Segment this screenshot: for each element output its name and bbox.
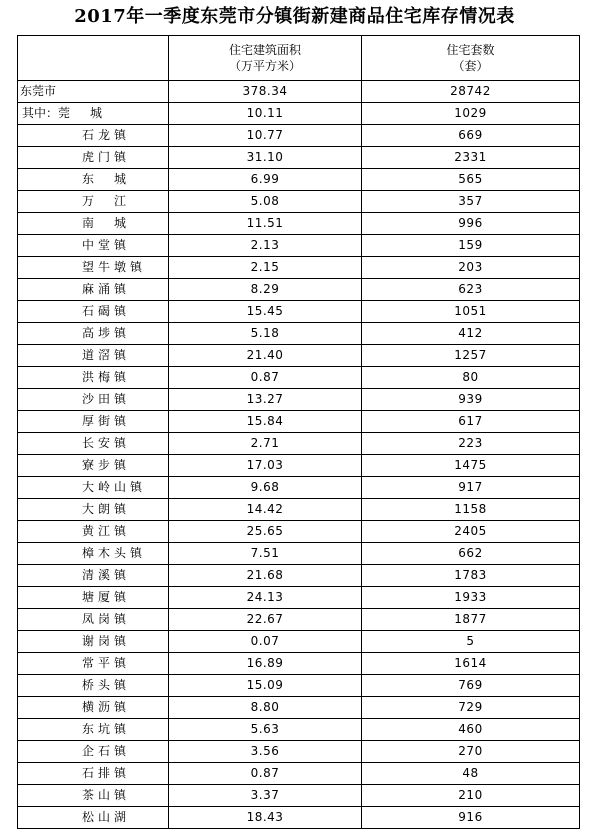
district-units-cell: 769 [362, 675, 580, 697]
district-area-cell: 9.68 [169, 477, 362, 499]
district-area-cell: 8.80 [169, 697, 362, 719]
district-name: 长安镇 [82, 436, 131, 450]
district-area-cell: 21.68 [169, 565, 362, 587]
district-area-cell: 2.71 [169, 433, 362, 455]
district-area-cell: 18.43 [169, 807, 362, 829]
table-row [18, 697, 580, 719]
district-name-cell [18, 697, 169, 719]
district-name-cell [18, 389, 169, 411]
district-name-cell [18, 653, 169, 675]
district-name-cell [18, 719, 169, 741]
table-row [18, 125, 580, 147]
district-area-cell: 0.87 [169, 367, 362, 389]
table-row [18, 235, 580, 257]
district-name-cell [18, 235, 169, 257]
district-units-cell: 939 [362, 389, 580, 411]
district-name-cell [18, 191, 169, 213]
district-area-cell: 5.63 [169, 719, 362, 741]
table-row [18, 587, 580, 609]
table-row [18, 169, 580, 191]
district-name: 清溪镇 [82, 568, 131, 582]
table-row [18, 367, 580, 389]
header-blank-cell [18, 36, 169, 81]
district-name: 企石镇 [82, 744, 131, 758]
district-area-cell: 0.07 [169, 631, 362, 653]
district-name: 厚街镇 [82, 414, 131, 428]
district-name-cell [18, 477, 169, 499]
district-name: 虎门镇 [82, 150, 131, 164]
district-name-cell [18, 543, 169, 565]
district-name: 黄江镇 [82, 524, 131, 538]
table-row [18, 389, 580, 411]
district-area-cell: 15.09 [169, 675, 362, 697]
district-area-cell: 14.42 [169, 499, 362, 521]
district-name-cell [18, 807, 169, 829]
district-name: 南 城 [82, 216, 131, 230]
district-name: 洪梅镇 [82, 370, 131, 384]
table-row [18, 147, 580, 169]
district-units-cell: 80 [362, 367, 580, 389]
column-header-units-unit: （套） [452, 59, 489, 73]
table-row [18, 257, 580, 279]
district-name-cell [18, 565, 169, 587]
column-header-area [169, 36, 362, 81]
district-units-cell: 48 [362, 763, 580, 785]
district-units-cell: 916 [362, 807, 580, 829]
district-units-cell: 669 [362, 125, 580, 147]
district-name: 高埗镇 [82, 326, 131, 340]
table-row [18, 741, 580, 763]
district-area-cell: 25.65 [169, 521, 362, 543]
district-units-cell: 412 [362, 323, 580, 345]
district-name: 樟木头镇 [82, 546, 147, 560]
table-row [18, 763, 580, 785]
district-units-cell: 5 [362, 631, 580, 653]
district-area-cell: 15.84 [169, 411, 362, 433]
district-area-cell: 8.29 [169, 279, 362, 301]
district-units-cell: 1257 [362, 345, 580, 367]
district-name-cell [18, 631, 169, 653]
district-name: 东 城 [82, 172, 131, 186]
table-row [18, 807, 580, 829]
district-units-cell: 1158 [362, 499, 580, 521]
table-row [18, 543, 580, 565]
district-units-cell: 159 [362, 235, 580, 257]
district-name: 莞 城 [58, 106, 107, 120]
district-name: 大朗镇 [82, 502, 131, 516]
district-name-cell [18, 411, 169, 433]
district-area-cell: 13.27 [169, 389, 362, 411]
district-name: 谢岗镇 [82, 634, 131, 648]
district-name-cell [18, 257, 169, 279]
district-name: 凤岗镇 [82, 612, 131, 626]
district-units-cell: 210 [362, 785, 580, 807]
total-row [18, 81, 580, 103]
district-area-cell: 0.87 [169, 763, 362, 785]
district-units-cell: 623 [362, 279, 580, 301]
district-area-cell: 7.51 [169, 543, 362, 565]
district-name: 沙田镇 [82, 392, 131, 406]
table-row [18, 565, 580, 587]
district-area-cell: 6.99 [169, 169, 362, 191]
table-row [18, 455, 580, 477]
district-area-cell: 5.08 [169, 191, 362, 213]
district-name-cell [18, 675, 169, 697]
district-units-cell: 565 [362, 169, 580, 191]
district-units-cell: 996 [362, 213, 580, 235]
district-name-cell [18, 367, 169, 389]
district-area-cell: 10.11 [169, 103, 362, 125]
district-name: 望牛墩镇 [82, 260, 147, 274]
page-title: 2017年一季度东莞市分镇街新建商品住宅库存情况表 [74, 6, 515, 27]
table-row [18, 279, 580, 301]
district-name-cell [18, 433, 169, 455]
table-body [18, 81, 580, 829]
district-units-cell: 270 [362, 741, 580, 763]
district-units-cell: 357 [362, 191, 580, 213]
table-header-row [18, 36, 580, 81]
district-name: 松山湖 [82, 810, 131, 824]
district-area-cell: 31.10 [169, 147, 362, 169]
district-units-cell: 1783 [362, 565, 580, 587]
district-name: 万 江 [82, 194, 131, 208]
column-header-area-label: 住宅建筑面积 [228, 43, 301, 57]
district-units-cell: 729 [362, 697, 580, 719]
district-name: 塘厦镇 [82, 590, 131, 604]
district-area-cell: 5.18 [169, 323, 362, 345]
district-name-cell [18, 499, 169, 521]
district-units-cell: 2331 [362, 147, 580, 169]
district-units-cell: 203 [362, 257, 580, 279]
district-area-cell: 17.03 [169, 455, 362, 477]
row-prefix-label: 其中： [22, 106, 59, 120]
district-area-cell: 2.13 [169, 235, 362, 257]
total-name-cell: 东莞市 [18, 81, 169, 103]
district-name: 石龙镇 [82, 128, 131, 142]
table-row [18, 785, 580, 807]
district-name: 大岭山镇 [82, 480, 147, 494]
district-name: 麻涌镇 [82, 282, 131, 296]
district-name: 东坑镇 [82, 722, 131, 736]
district-name-cell [18, 103, 169, 125]
district-area-cell: 10.77 [169, 125, 362, 147]
district-name-cell [18, 147, 169, 169]
district-area-cell: 3.37 [169, 785, 362, 807]
district-area-cell: 16.89 [169, 653, 362, 675]
district-area-cell: 11.51 [169, 213, 362, 235]
table-row [18, 345, 580, 367]
district-name-cell [18, 763, 169, 785]
district-units-cell: 1614 [362, 653, 580, 675]
district-units-cell: 2405 [362, 521, 580, 543]
table-row [18, 719, 580, 741]
total-units-cell: 28742 [362, 81, 580, 103]
table-row [18, 499, 580, 521]
district-area-cell: 24.13 [169, 587, 362, 609]
district-name: 寮步镇 [82, 458, 131, 472]
district-name: 横沥镇 [82, 700, 131, 714]
column-header-units [362, 36, 580, 81]
district-name-cell [18, 301, 169, 323]
district-units-cell: 1029 [362, 103, 580, 125]
district-name-cell [18, 125, 169, 147]
table-row [18, 103, 580, 125]
district-name: 常平镇 [82, 656, 131, 670]
district-name-cell [18, 279, 169, 301]
district-name-cell [18, 213, 169, 235]
district-name-cell [18, 587, 169, 609]
table-row [18, 433, 580, 455]
table-row [18, 213, 580, 235]
district-units-cell: 460 [362, 719, 580, 741]
table-row [18, 477, 580, 499]
district-area-cell: 3.56 [169, 741, 362, 763]
table-row [18, 653, 580, 675]
table-row [18, 411, 580, 433]
district-name: 道滘镇 [82, 348, 131, 362]
table-row [18, 675, 580, 697]
table-row [18, 631, 580, 653]
district-area-cell: 21.40 [169, 345, 362, 367]
district-units-cell: 617 [362, 411, 580, 433]
table-row [18, 323, 580, 345]
district-name-cell [18, 741, 169, 763]
district-area-cell: 2.15 [169, 257, 362, 279]
district-name-cell [18, 345, 169, 367]
district-units-cell: 917 [362, 477, 580, 499]
table-row [18, 191, 580, 213]
district-units-cell: 1475 [362, 455, 580, 477]
district-name: 石排镇 [82, 766, 131, 780]
inventory-table [17, 35, 580, 829]
district-units-cell: 1051 [362, 301, 580, 323]
total-area-cell: 378.34 [169, 81, 362, 103]
table-row [18, 609, 580, 631]
district-units-cell: 1877 [362, 609, 580, 631]
district-name: 桥头镇 [82, 678, 131, 692]
district-name: 茶山镇 [82, 788, 131, 802]
district-units-cell: 662 [362, 543, 580, 565]
district-name-cell [18, 169, 169, 191]
district-name-cell [18, 455, 169, 477]
district-area-cell: 15.45 [169, 301, 362, 323]
district-units-cell: 223 [362, 433, 580, 455]
column-header-units-label: 住宅套数 [446, 43, 495, 57]
district-name-cell [18, 785, 169, 807]
district-name: 石碣镇 [82, 304, 131, 318]
district-name-cell [18, 323, 169, 345]
district-name: 中堂镇 [82, 238, 131, 252]
district-units-cell: 1933 [362, 587, 580, 609]
table-row [18, 301, 580, 323]
column-header-area-unit: （万平方米） [228, 59, 301, 73]
table-row [18, 521, 580, 543]
district-name-cell [18, 521, 169, 543]
district-area-cell: 22.67 [169, 609, 362, 631]
district-name-cell [18, 609, 169, 631]
